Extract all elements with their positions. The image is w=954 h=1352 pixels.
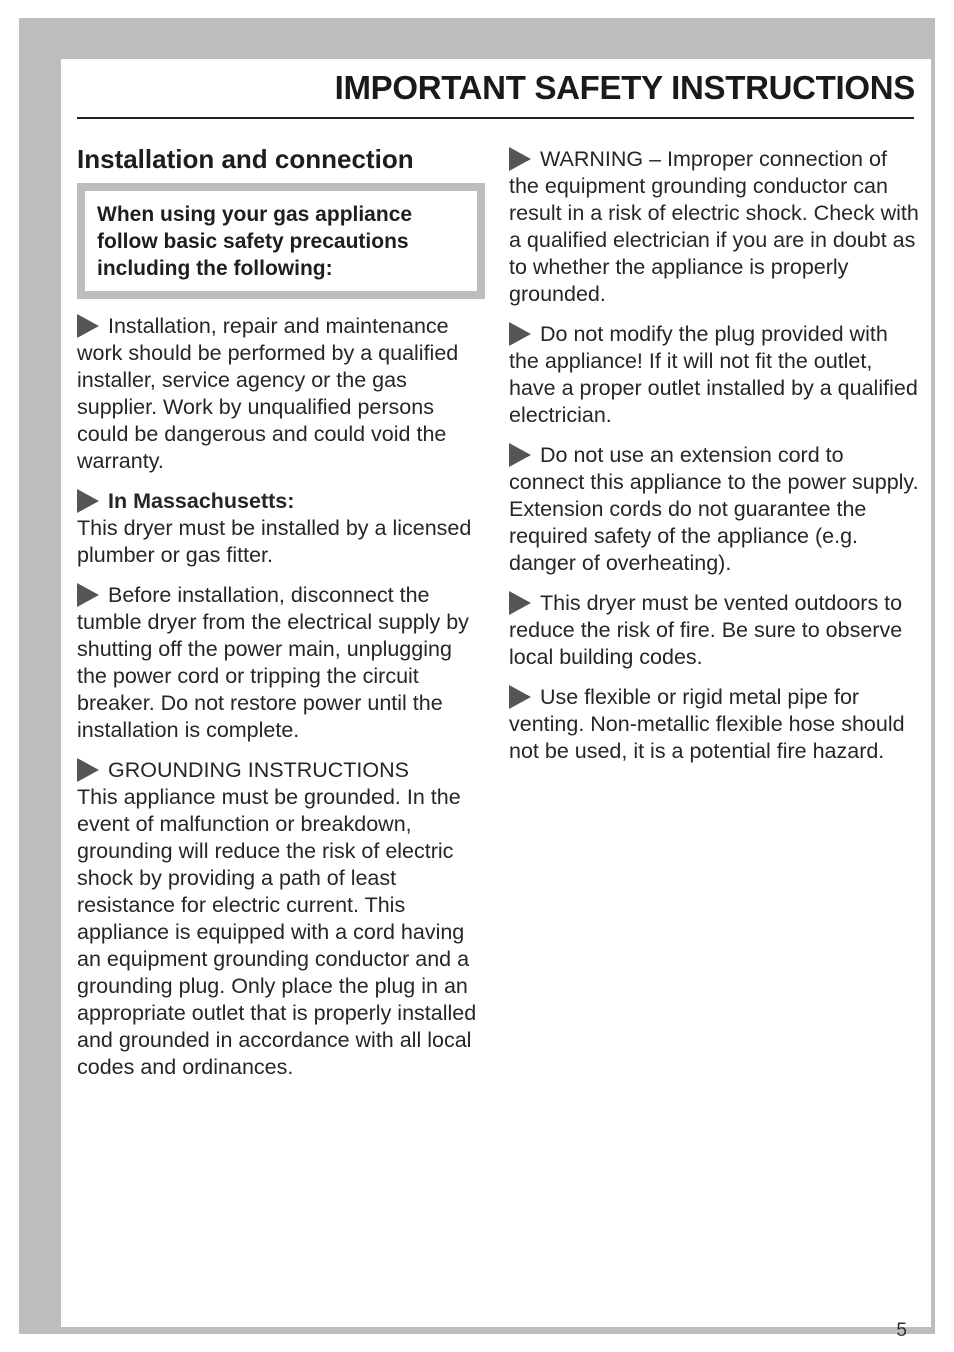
instruction-item <box>77 313 485 475</box>
instruction-text: This appliance must be grounded. In the event of malfunction or breakdown, grounding will reduce the risk of electric shock by providing a path of least resistance for electric current. This appliance is equipped with a cord having an equipment grounding conductor and a grounding plug. Only place the plug in an appropriate outlet that is properly installed and grounded in accordance with all local codes and ordinances. <box>77 785 477 1079</box>
play-triangle-icon <box>77 583 99 607</box>
play-triangle-icon <box>77 758 99 782</box>
play-triangle-icon <box>509 685 531 709</box>
instruction-text: Do not modify the plug provided with the appliance! If it will not fit the outlet, have a proper outlet installed by a qualified electrician. <box>509 322 918 427</box>
instruction-item <box>509 684 919 765</box>
play-triangle-icon <box>77 489 99 513</box>
instruction-lead: In Massachusetts: <box>108 489 295 513</box>
instruction-text: Do not use an extension cord to connect this appliance to the power supply. Extension cords do not guarantee the required safety of the appliance (e.g. danger of overheating). <box>509 443 919 575</box>
right-column <box>509 146 919 778</box>
play-triangle-icon <box>509 147 531 171</box>
left-column <box>77 143 485 1094</box>
instruction-item <box>509 321 919 429</box>
header-rule <box>77 117 914 119</box>
notice-text: When using your gas appliance follow basic safety precautions including the following: <box>97 203 413 280</box>
play-triangle-icon <box>509 591 531 615</box>
instruction-text: This dryer must be installed by a licensed plumber or gas fitter. <box>77 516 472 567</box>
play-triangle-icon <box>77 314 99 338</box>
instruction-item <box>77 582 485 744</box>
instruction-lead: GROUNDING INSTRUCTIONS <box>108 758 409 782</box>
section-heading: Installation and connection <box>77 144 414 174</box>
page-frame <box>19 18 935 1341</box>
instruction-item <box>509 146 919 308</box>
play-triangle-icon <box>509 322 531 346</box>
instruction-item <box>77 488 485 569</box>
instruction-text: Use flexible or rigid metal pipe for venting. Non-metallic flexible hose should not be used, it is a potential fire hazard. <box>509 685 905 763</box>
instruction-text: WARNING – Improper connection of the equipment grounding conductor can result in a risk of electric shock. Check with a qualified electrician if you are in doubt as to whether the appliance is properly grounded. <box>509 147 919 306</box>
instruction-item <box>509 590 919 671</box>
page-number: 5 <box>896 1320 907 1341</box>
instruction-item <box>77 757 485 1081</box>
instruction-text: Before installation, disconnect the tumble dryer from the electrical supply by shutting off the power main, unplugging the power cord or tripping the circuit breaker. Do not restore power until the installation is complete. <box>77 583 469 742</box>
page <box>61 59 931 1341</box>
instruction-item <box>509 442 919 577</box>
instruction-text: Installation, repair and maintenance work should be performed by a qualified installer, service agency or the gas supplier. Work by unqualified persons could be dangerous and could void the warranty. <box>77 314 459 473</box>
notice-box <box>77 183 485 299</box>
play-triangle-icon <box>509 443 531 467</box>
page-title: IMPORTANT SAFETY INSTRUCTIONS <box>334 69 915 106</box>
instruction-text: This dryer must be vented outdoors to reduce the risk of fire. Be sure to observe local building codes. <box>509 591 903 669</box>
